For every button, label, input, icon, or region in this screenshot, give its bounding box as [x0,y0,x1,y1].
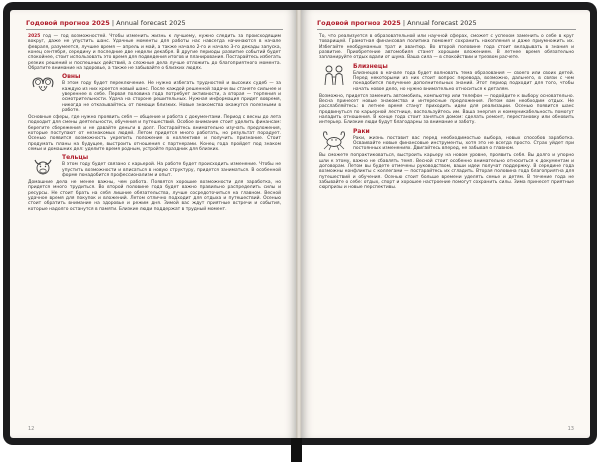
intro-year: 2025 [28,34,41,39]
sign-more-cancer: Вы сможете попрактиковаться, выстроить карьеру на новом уровне, проявить себя. Вы долго и упорно шли к этому, важно не сбавлять темп. Весной стоит особенно внимательно относиться к документам и договорам. Летом вы будете отмечены руководством, ваши идеи получат поддержку. В середине года возможны конфликты с коллегами — постарайтесь их сгладить. Вторая половина года благоприятна для путешествий и обучения. Осенью стоит больше времени уделять семье и детям. В течение года не забывайте о себе: отдых, спорт и хорошее настроение помогут сохранить силы. Зима принесет приятные сюрпризы и новые перспективы. [319,153,574,191]
sign-title-gemini: Близнецы [353,62,388,70]
right-header-subtitle: Annual forecast 2025 [407,19,477,27]
gemini-twins-icon [319,63,349,87]
left-page-content [28,34,281,418]
right-header-sep: | [400,19,408,27]
sign-text-taurus: В этом году будет связано с карьерой. На работе будет происходить изменение. Чтобы не упустить возможности и вписаться в новую структуру, придется заниматься. В особенной форме понадобится профессионализм и опыт. [62,162,281,179]
right-intro: То, что реализуется в образовательной или научной сферах, сможет с успехом заменить о себе в круг товарищей. Грамотная финансовая политика поможет сохранить накопления и даже приумножить их. Избегайте необдуманных трат и авантюр. Во второй половине года стоит вкладывать в знания и развитие. Приобретение автомобиля станет хорошим вложением. В летнее время обязательно запланируйте отдых вдали от шума. Ваша сила — в спокойствии и трезвом расчете. [319,34,574,61]
sign-text-gemini: Близнецов в начале года будет волновать тема образования — своего или своих детей. Перед некоторыми из них стоит вопрос перевода, возможно, дальнего, в связи с чем понадобится получение дополнительных знаний. Этот период подходит для того, чтобы начать новое дело, но нужно внимательно относиться к деталям. [353,70,574,92]
sign-more-aries: Основные сферы, где нужно проявить себя — общение и работа с документами. Период с весны до лета подходит для смены деятельности, обучения и путешествий. Особое внимание стоит уделить финансам: берегите сбережения и не давайте деньги в долг. Постарайтесь внимательно изучать предложения, которые поступают от незнакомых людей. Летом придется много работать, но результат порадует. Осенью появится возможность укрепить положение в коллективе и получить признание. Стоит продумать планы на будущее, выстроить отношения с партнерами. Конец года пройдет под знаком семьи и домашних дел: уделите время родным, устройте праздник для близких. [28,114,281,153]
right-header-title: Годовой прогноз 2025 [317,19,401,27]
left-intro [28,34,281,71]
right-page-header [317,18,576,30]
left-intro-text: год — год возможностей. Чтобы изменить жизнь к лучшему, нужно следить за происходящим вокруг, даже не упустить шанс. Удачные моменты для работы нас навсегда начинаются в начале февраля, разумеется, лучшее время — апрель и май, а также начало 2-го и начало 3-го декады запуска, конец сентября, середину и последние две недели декабря. В другие периоды развитие событий будет спокойнее, стоит использовать это время для подведения итогов и планирования. Постарайтесь избегать резких решений и поспешных действий, а сложные дела лучше отложить до благоприятного момента. Обратите внимание на здоровье, а также не забывайте о близких людях. [28,34,281,72]
left-page-header [26,18,283,30]
cancer-crab-icon [319,128,349,152]
left-header-sep: | [109,19,117,27]
taurus-bull-icon [28,154,58,178]
left-page-number: 12 [28,426,35,432]
left-page [10,10,297,438]
right-page-number: 13 [567,426,574,432]
sign-section-taurus [28,154,281,179]
sign-title-taurus: Тельцы [62,154,89,162]
sign-section-cancer [319,128,574,153]
right-page-content [319,34,574,418]
sign-text-aries: В этом году будет переключение. Не нужно избегать трудностей и высоких судеб — за каждую из них кроется новый шанс. После каждой решенной задачи вы станете сильнее и увереннее в себе. Первая половина года потребует активности, а вторая — терпения и осмотрительности. Удача на стороне решительных. Нужная информация придет вовремя, никогда не отказывайтесь от помощи близких. Новые знакомства окажутся полезными в работе. [62,81,281,114]
sign-more-gemini: Возможно, придется заменить автомобиль, компьютер или телефон — подойдите к выбору основательно. Весна принесет новые знакомства и интересные предложения. Летом вам необходим отдых. Не расслабляйтесь: в летнее время станут приходить идеи для реализации. Осенью появится шанс продвинуться по карьерной лестнице, воспользуйтесь им. Ваша энергия и коммуникабельность помогут наладить отношения. В конце года стоит заняться домом: сделать ремонт, перестановку или обновить интерьер. Близкие люди будут благодарны за внимание и заботу. [319,93,574,126]
sign-section-gemini [319,63,574,93]
right-page [301,10,590,438]
aries-ram-icon [28,73,58,97]
sign-more-taurus: Домашние дела не менее важны, чем работа. Появятся хорошие возможности для заработка, но придется много трудиться. Во второй половине года будет важно правильно распределить силы и ресурсы. Не стоит брать на себя лишние обязательства, лучше сосредоточиться на главном. Весной удачное время для покупок и вложений. Летом отлично подходит для отдыха и путешествий. Осенью стоит обратить внимание на здоровье и режим дня. Зимой вас ждут приятные встречи и события, которые надолго останутся в памяти. Близкие люди поддержат в трудный момент. [28,179,281,212]
sign-section-aries [28,73,281,114]
sign-title-cancer: Раки [353,127,370,135]
left-header-subtitle: Annual forecast 2025 [116,19,186,27]
left-header-title: Годовой прогноз 2025 [26,19,110,27]
sign-title-aries: Овны [62,73,81,81]
sign-text-cancer: Раки, жизнь поставит вас перед необходимостью выбора, новых способов заработка. Осваивайте новые финансовые инструменты, хотя это не всегда просто. Страх уйдет при постоянных изменениях. Двигайтесь вперед, не забывая о главном. [353,135,574,152]
bookmark-ribbon[interactable] [291,436,302,462]
